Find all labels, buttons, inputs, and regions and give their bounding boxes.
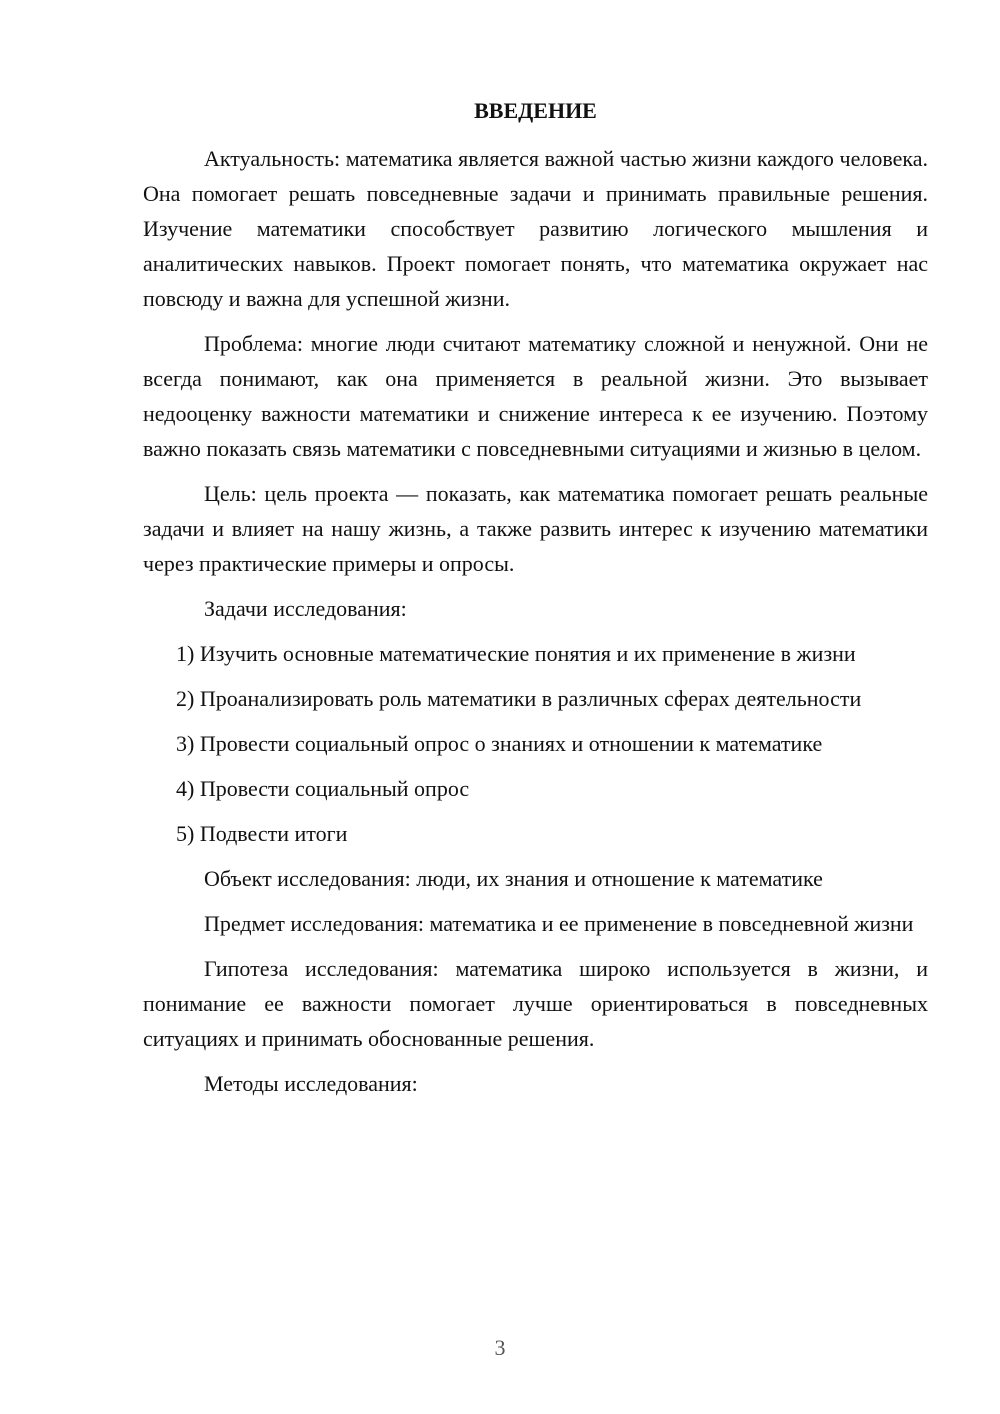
task-item-5: 5) Подвести итоги [176,821,348,846]
methods-heading: Методы исследования: [204,1071,418,1096]
relevance-paragraph: Актуальность: математика является важной частью жизни каждого человека. Она помогает решать повседневные задачи и принимать правильные решения. Изучение математики способствует развитию логического мышления и аналитических навыков. Проект помогает понять, что математика окружает нас повсюду и важна для успешной жизни. [143,146,928,311]
section-title: ВВЕДЕНИЕ [474,98,597,123]
problem-paragraph: Проблема: многие люди считают математику сложной и ненужной. Они не всегда понимают, как она применяется в реальной жизни. Это вызывает недооценку важности математики и снижение интереса к ее изучению. Поэтому важно показать связь математики с повседневными ситуациями и жизнью в целом. [143,331,928,461]
page-number: 3 [494,1335,506,1360]
object-paragraph: Объект исследования: люди, их знания и отношение к математике [204,866,823,891]
subject-paragraph: Предмет исследования: математика и ее применение в повседневной жизни [204,911,914,936]
task-item-3: 3) Провести социальный опрос о знаниях и отношении к математике [176,731,823,756]
hypothesis-paragraph: Гипотеза исследования: математика широко используется в жизни, и понимание ее важности помогает лучше ориентироваться в повседневных ситуациях и принимать обоснованные решения. [143,956,928,1051]
tasks-heading: Задачи исследования: [204,596,407,621]
task-item-4: 4) Провести социальный опрос [176,776,470,801]
task-item-2: 2) Проанализировать роль математики в различных сферах деятельности [176,686,862,711]
goal-paragraph: Цель: цель проекта — показать, как математика помогает решать реальные задачи и влияет на нашу жизнь, а также развить интерес к изучению математики через практические примеры и опросы. [143,481,928,576]
task-item-1: 1) Изучить основные математические понятия и их применение в жизни [176,641,856,666]
document-page [143,94,928,1111]
